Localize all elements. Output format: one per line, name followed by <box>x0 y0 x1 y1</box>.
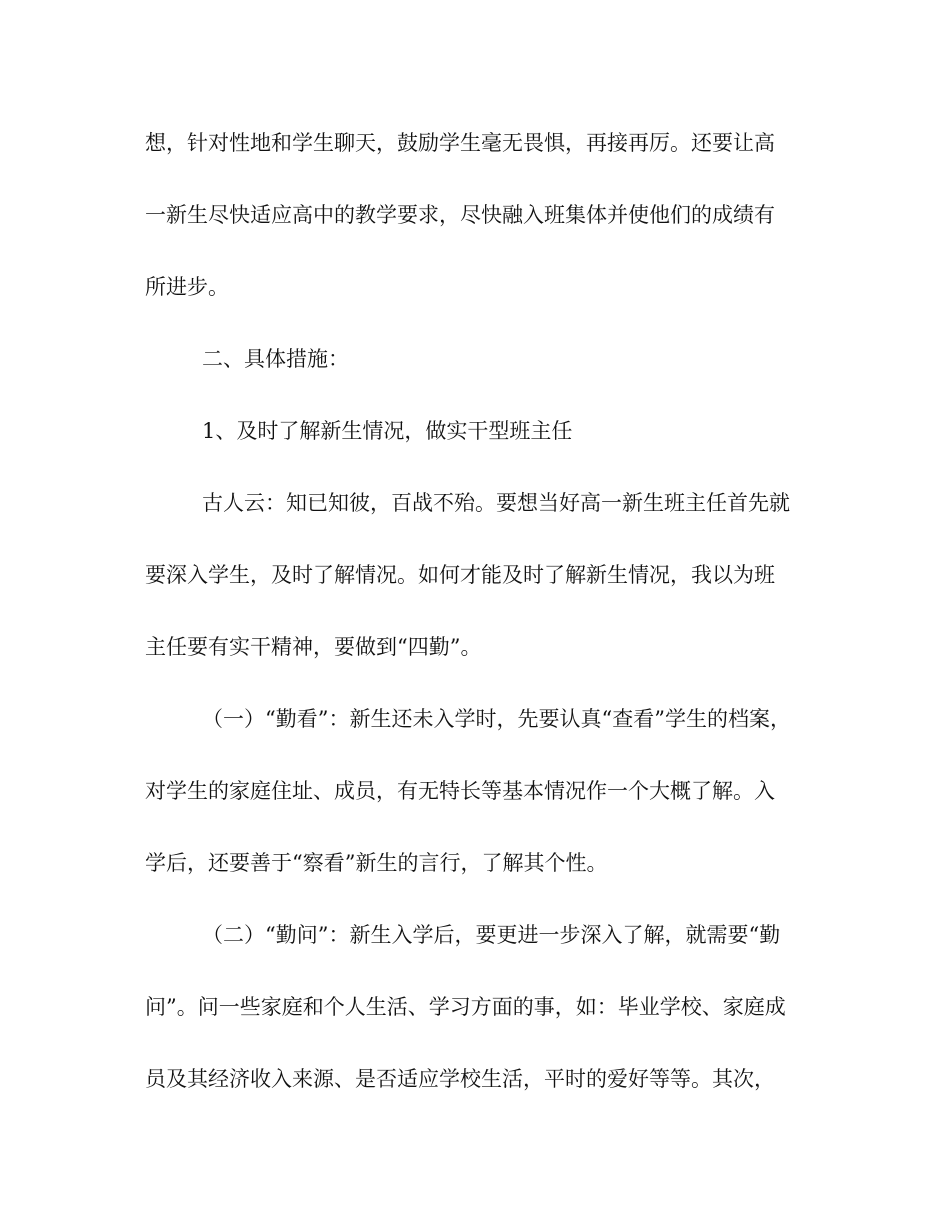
paragraph-line: 主任要有实干精神，要做到“四勤”。 <box>145 635 482 659</box>
paragraph-line: 古人云：知已知彼，百战不殆。要想当好高一新生班主任首先就 <box>202 491 790 515</box>
section-heading: 二、具体措施： <box>202 347 349 371</box>
paragraph-line: 对学生的家庭住址、成员，有无特长等基本情况作一个大概了解。入 <box>145 779 775 803</box>
paragraph-line: 想，针对性地和学生聊天，鼓励学生毫无畏惧，再接再厉。还要让高 <box>145 131 775 155</box>
paragraph-line: 所进步。 <box>145 275 229 299</box>
paragraph-line: （一）“勤看”：新生还未入学时，先要认真“查看”学生的档案， <box>202 707 791 731</box>
paragraph-line: 学后，还要善于“察看”新生的言行，了解其个性。 <box>145 851 608 875</box>
paragraph-line: 一新生尽快适应高中的教学要求，尽快融入班集体并使他们的成绩有 <box>145 203 775 227</box>
paragraph-line: （二）“勤问”：新生入学后，要更进一步深入了解，就需要“勤 <box>202 923 781 947</box>
paragraph-line: 员及其经济收入来源、是否适应学校生活，平时的爱好等等。其次， <box>145 1067 775 1091</box>
paragraph-line: 问”。问一些家庭和个人生活、学习方面的事，如：毕业学校、家庭成 <box>145 995 786 1019</box>
subsection-heading: 1、及时了解新生情况，做实干型班主任 <box>202 419 573 443</box>
paragraph-line: 要深入学生，及时了解情况。如何才能及时了解新生情况，我以为班 <box>145 563 775 587</box>
